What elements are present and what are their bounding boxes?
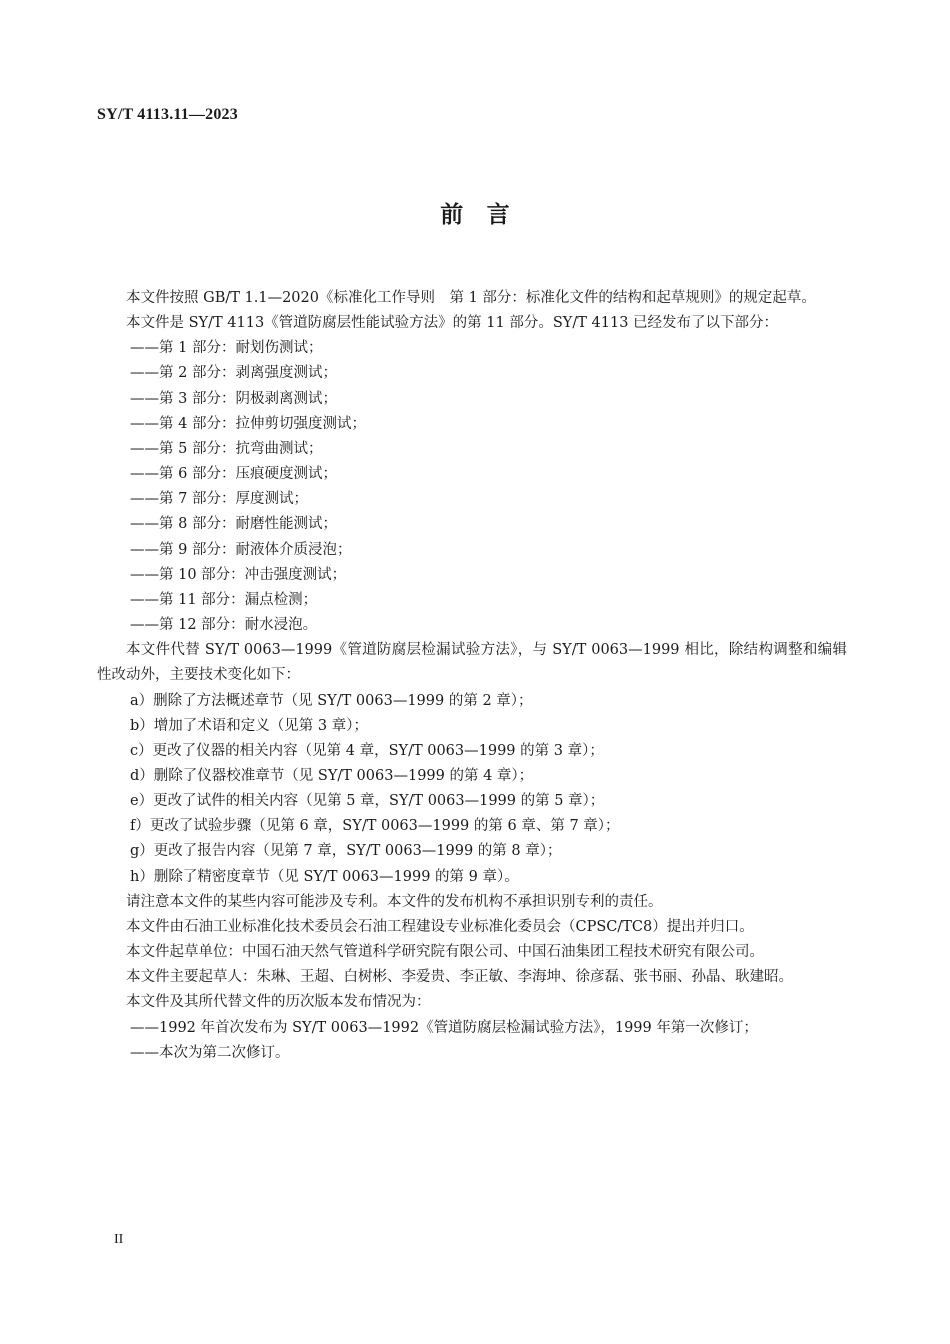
paragraph-patent: 请注意本文件的某些内容可能涉及专利。本文件的发布机构不承担识别专利的责任。 [126, 893, 663, 910]
paragraph-history-intro: 本文件及其所代替文件的历次版本发布情况为： [126, 994, 431, 1011]
list-item: ——1992 年首次发布为 SY/T 0063—1992《管道防腐层检漏试验方法》，1999 年第一次修订； [130, 1019, 758, 1036]
list-item: g）更改了报告内容（见第 7 章，SY/T 0063—1999 的第 8 章）； [130, 843, 562, 860]
list-item: h）删除了精密度章节（见 SY/T 0063—1999 的第 9 章）。 [130, 868, 519, 885]
paragraph-drafters: 本文件主要起草人：朱琳、王超、白树彬、李爱贵、李正敏、李海坤、徐彦磊、张书丽、孙晶、耿建昭。 [126, 969, 793, 986]
paragraph-drafting-rules: 本文件按照 GB/T 1.1—2020《标准化工作导则 第 1 部分：标准化文件的结构和起草规则》的规定起草。 [126, 290, 816, 306]
list-item: ——第 4 部分：拉伸剪切强度测试； [130, 415, 366, 432]
list-item: ——第 12 部分：耐水浸泡。 [130, 617, 318, 634]
list-item: ——第 5 部分：抗弯曲测试； [130, 440, 323, 457]
document-body [97, 286, 847, 1066]
list-item: ——本次为第二次修订。 [130, 1044, 290, 1061]
list-item: f）更改了试验步骤（见第 6 章，SY/T 0063—1999 的第 6 章、第 7 章）； [130, 818, 620, 835]
list-item: ——第 7 部分：厚度测试； [130, 491, 308, 508]
list-item: e）更改了试件的相关内容（见第 5 章，SY/T 0063—1999 的第 5 章）； [130, 793, 605, 810]
list-item: ——第 11 部分：漏点检测； [130, 591, 318, 608]
list-item: c）更改了仪器的相关内容（见第 4 章，SY/T 0063—1999 的第 3 章）； [130, 742, 604, 759]
changes-list [97, 689, 847, 890]
paragraph-series-intro: 本文件是 SY/T 4113《管道防腐层性能试验方法》的第 11 部分。SY/T 4113 已经发布了以下部分： [126, 315, 779, 332]
list-item: ——第 6 部分：压痕硬度测试； [130, 466, 337, 483]
list-item: ——第 10 部分：冲击强度测试； [130, 566, 347, 583]
paragraph-proposer: 本文件由石油工业标准化技术委员会石油工程建设专业标准化委员会（CPSC/TC8）提出并归口。 [126, 918, 754, 935]
page-number: II [114, 1232, 124, 1247]
standard-number: SY/T 4113.11—2023 [97, 106, 238, 123]
list-item: ——第 9 部分：耐液体介质浸泡； [130, 541, 352, 558]
list-item: ——第 3 部分：阴极剥离测试； [130, 390, 337, 407]
page-title: 前 言 [440, 202, 510, 228]
list-item: a）删除了方法概述章节（见 SY/T 0063—1999 的第 2 章）； [130, 692, 533, 709]
list-item: ——第 8 部分：耐磨性能测试； [130, 516, 337, 533]
list-item: d）删除了仪器校准章节（见 SY/T 0063—1999 的第 4 章）； [130, 767, 534, 784]
paragraph-drafting-units: 本文件起草单位：中国石油天然气管道科学研究院有限公司、中国石油集团工程技术研究有限公司。 [126, 944, 764, 961]
list-item: ——第 1 部分：耐划伤测试； [130, 340, 323, 357]
history-list [97, 1016, 847, 1066]
list-item: ——第 2 部分：剥离强度测试； [130, 365, 337, 382]
parts-list [97, 336, 847, 638]
list-item: b）增加了术语和定义（见第 3 章）； [130, 717, 368, 734]
paragraph-replacement: 本文件代替 SY/T 0063—1999《管道防腐层检漏试验方法》，与 SY/T 0063—1999 相比，除结构调整和编辑性改动外，主要技术变化如下： [97, 642, 847, 684]
